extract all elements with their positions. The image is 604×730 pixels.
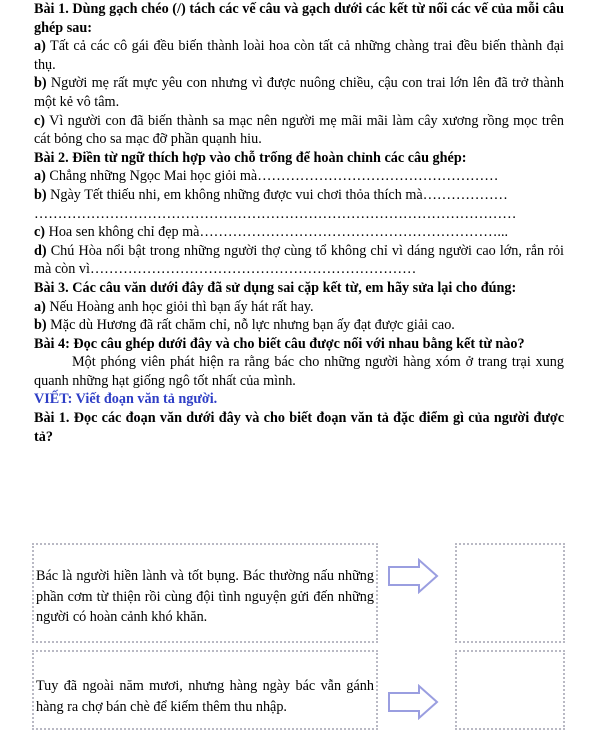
item-label: b): [34, 317, 47, 334]
item-text: Mặc dù Hương đã rất chăm chỉ, nỗ lực nhưng bạn ấy đạt được giải cao.: [46, 317, 455, 334]
item-label: a): [34, 168, 46, 185]
item-label: c): [34, 224, 46, 241]
item-text: Ngày Tết thiếu nhi, em không những được vui chơi thỏa thích mà………………: [46, 186, 508, 203]
viet-heading: VIẾT: Viết đoạn văn tả người.: [34, 391, 218, 408]
arrow-right-icon: [387, 558, 439, 594]
arrow-right-icon: [387, 684, 439, 720]
passage1-text: Bác là người hiền lành và tốt bụng. Bác thường nấu những phần cơm từ thiện rồi cùng đội tình nguyện gửi đến những người có hoàn cảnh khó khăn.: [36, 568, 374, 625]
bai3-item-b: [34, 316, 564, 335]
bai1-item-a: [34, 37, 564, 74]
item-text: Chẳng những Ngọc Mai học giỏi mà……………………………………………: [45, 168, 499, 185]
bai2-blank-line: [34, 205, 564, 224]
bai2-item-c: [34, 223, 564, 242]
item-label: b): [34, 186, 47, 203]
viet-bai1-title: Bài 1. Đọc các đoạn văn dưới đây và cho biết đoạn văn tả đặc điểm gì của người được tả?: [34, 410, 564, 445]
bai2-item-a: [34, 167, 564, 186]
item-label: b): [34, 75, 47, 92]
bai4-title: Bài 4: Đọc câu ghép dưới đây và cho biết câu được nối với nhau bằng kết từ nào?: [34, 335, 525, 352]
item-text: Vì người con đã biến thành sa mạc nên người mẹ mãi mãi làm cây xương rồng mọc trên cát bỏng cho sa mạc đỡ phần quạnh hiu.: [34, 112, 564, 148]
bai2-item-d: [34, 242, 564, 279]
bai2-item-b: [34, 186, 564, 205]
answer-box-2[interactable]: [455, 650, 565, 730]
passage2-text: Tuy đã ngoài năm mươi, nhưng hàng ngày bác vẫn gánh hàng ra chợ bán chè để kiếm thêm thu nhập.: [36, 678, 374, 715]
item-text: …………………………………………………………………………………………: [34, 205, 517, 222]
bai1-title: Bài 1. Dùng gạch chéo (/) tách các vế câu và gạch dưới các kết từ nối các vế của mỗi câu ghép sau:: [34, 1, 564, 36]
answer-box-1[interactable]: [455, 543, 565, 643]
item-text: Tất cả các cô gái đều biến thành loài hoa còn tất cả những chàng trai đều biến thành đại thụ.: [34, 38, 564, 73]
item-label: a): [34, 298, 46, 315]
item-label: d): [34, 242, 47, 259]
bai4-text: Một phóng viên phát hiện ra rằng bác cho những người hàng xóm ở trang trại xung quanh những hạt giống ngô tốt nhất của mình.: [34, 354, 564, 389]
worksheet-text: [34, 0, 564, 446]
bai3-item-a: [34, 298, 564, 317]
bai1-item-b: [34, 74, 564, 111]
item-label: a): [34, 38, 46, 55]
bai1-item-c: [34, 112, 564, 149]
item-label: c): [34, 112, 46, 129]
item-text: Hoa sen không chỉ đẹp mà………………………………………………………...: [45, 224, 509, 241]
bai3-title: Bài 3. Các câu văn dưới đây đã sử dụng sai cặp kết từ, em hãy sửa lại cho đúng:: [34, 279, 517, 296]
item-text: Người mẹ rất mực yêu con nhưng vì được nuông chiều, cậu con trai lớn lên đã trở thành một kẻ vô tâm.: [34, 75, 564, 110]
item-text: Nếu Hoàng anh học giỏi thì bạn ấy hát rất hay.: [45, 298, 314, 315]
item-text: Chú Hòa nổi bật trong những người thợ cùng tổ không chỉ vì dáng người cao lớn, rắn rỏi mà còn vì……………………………………………………………: [34, 242, 564, 278]
bai2-title: Bài 2. Điền từ ngữ thích hợp vào chỗ trống để hoàn chỉnh các câu ghép:: [34, 149, 467, 166]
